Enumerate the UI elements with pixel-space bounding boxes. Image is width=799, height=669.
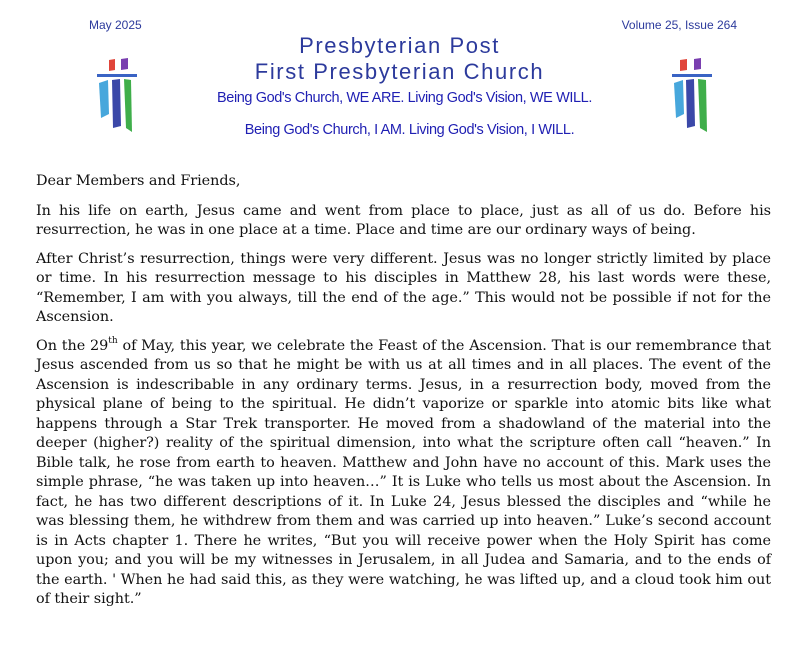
letter-greeting: Dear Members and Friends,	[36, 173, 241, 189]
cross-stained-glass-icon	[670, 56, 718, 136]
issue-date: May 2025	[89, 18, 142, 32]
ordinal-suffix: th	[108, 335, 118, 346]
paragraph-3-rest: of May, this year, we celebrate the Feast of the Ascension. That is our remembrance that Jesus ascended from us so that he might be with us at all times and in all places. The event of the Ascension is indescribable in any ordinary terms. Jesus, in a resurrection body, moved from the physical plane of being to the spiritual. He didn’t vaporize or sparkle into atomic bits like what happens through a Star Trek transporter. He moved from a shadowland of the material into the deeper (higher?) reality of the spiritual dimension, into what the scripture often call “heaven.” In Bible talk, he rose from earth to heaven. Matthew and John have no account of this. Mark uses the simple phrase, “he was taken up into heaven…” It is Luke who tells us most about the Ascension. In fact, he has two different descriptions of it. In Luke 24, Jesus blessed the disciples and “while he was blessing them, he withdrew from them and was carried up into heaven.” Luke’s second account is in Acts chapter 1. There he writes, “But you will receive power when the Holy Spirit has come upon you; and you will be my witnesses in Jerusalem, in all Judea and Samaria, and to the ends of the earth. ' When he had said this, as they were watching, he was lifted up, and a cloud took him out of their sight.”	[36, 337, 771, 607]
church-name: First Presbyterian Church	[254, 59, 545, 84]
cross-stained-glass-icon	[93, 56, 141, 136]
paragraph-3	[36, 337, 771, 610]
motto-i: Being God's Church, I AM. Living God's Vision, I WILL.	[244, 122, 575, 138]
motto-we: Being God's Church, WE ARE. Living God's Vision, WE WILL.	[217, 90, 592, 106]
paragraph-1: In his life on earth, Jesus came and went from place to place, just as all of us do. Before his resurrection, he was in one place at a time. Place and time are our ordinary ways of being.	[36, 202, 771, 238]
issue-volume: Volume 25, Issue 264	[621, 18, 737, 32]
newsletter-title: Presbyterian Post	[299, 33, 500, 58]
letter-body	[36, 172, 771, 619]
paragraph-2: After Christ’s resurrection, things were very different. Jesus was no longer strictly limited by place or time. In his resurrection message to his disciples in Matthew 28, his last words were these, “Remember, I am with you always, till the end of the age.” This would not be possible if not for the Ascension.	[36, 250, 771, 325]
paragraph-3-start: On the 29	[36, 337, 109, 354]
